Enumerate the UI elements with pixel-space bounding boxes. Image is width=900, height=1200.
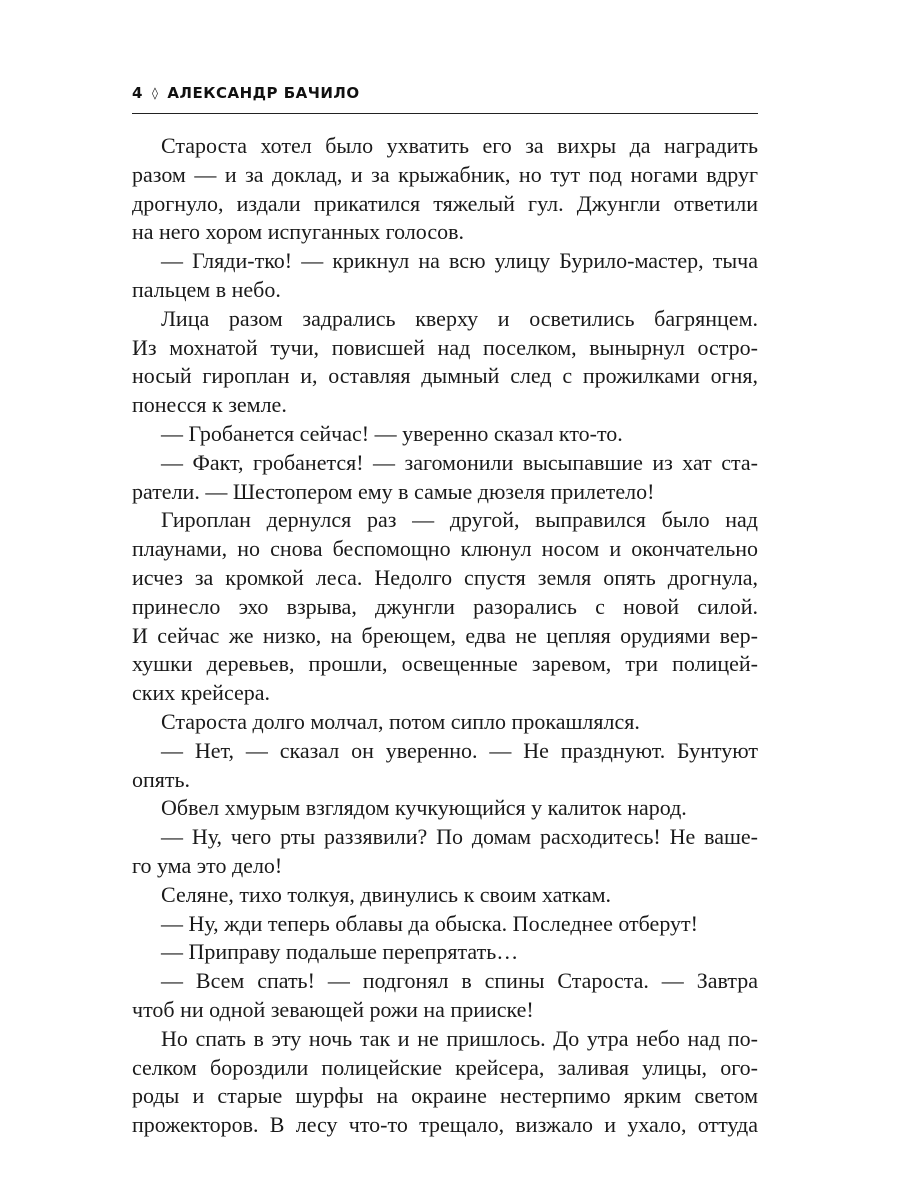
text-line: селком бороздили полицейские крейсера, заливая улицы, ого- <box>132 1054 758 1080</box>
text-line: ских крейсера. <box>132 680 271 706</box>
running-head <box>132 84 360 102</box>
text-line: — Гляди-тко! — крикнул на всю улицу Бурило-мастер, тыча <box>161 248 758 274</box>
text-line: Из мохнатой тучи, повисшей над поселком, вынырнул остро- <box>132 334 758 360</box>
text-line: — Гробанется сейчас! — уверенно сказал кто-то. <box>161 420 623 446</box>
text-line: пальцем в небо. <box>132 276 281 302</box>
text-line: Гироплан дернулся раз — другой, выправился было над <box>161 507 758 533</box>
diamond-separator-icon: ◊ <box>151 86 159 100</box>
text-line: — Всем спать! — подгонял в спины Староста. — Завтра <box>161 968 758 994</box>
text-line: Но спать в эту ночь так и не пришлось. До утра небо над по- <box>161 1025 758 1051</box>
text-line: чтоб ни одной зевающей рожи на прииске! <box>132 996 534 1022</box>
text-line: Староста хотел было ухватить его за вихры да наградить <box>161 133 758 158</box>
text-line: Староста долго молчал, потом сипло прокашлялся. <box>161 708 640 734</box>
text-line: — Приправу подальше перепрятать… <box>161 939 519 965</box>
text-line: дрогнуло, издали прикатился тяжелый гул. Джунгли ответили <box>132 190 758 216</box>
text-line: прожекторов. В лесу что-то трещало, визжало и ухало, оттуда <box>132 1112 758 1138</box>
body-text <box>132 132 758 1140</box>
page-number: 4 <box>132 84 143 102</box>
text-line: роды и старые шурфы на окраине нестерпимо ярким светом <box>132 1083 758 1109</box>
text-line: ратели. — Шестопером ему в самые дюзеля прилетело! <box>132 478 655 504</box>
text-line: на него хором испуганных голосов. <box>132 219 465 245</box>
text-line: исчез за кромкой леса. Недолго спустя земля опять дрогнула, <box>132 564 758 590</box>
author-name: АЛЕКСАНДР БАЧИЛО <box>167 84 360 102</box>
text-line: Селяне, тихо толкуя, двинулись к своим хаткам. <box>161 881 612 907</box>
text-line: го ума это дело! <box>132 852 283 878</box>
text-line: хушки деревьев, прошли, освещенные заревом, три полицей- <box>132 651 758 677</box>
text-line: — Факт, гробанется! — загомонили высыпавшие из хат ста- <box>161 449 758 475</box>
text-line: плаунами, но снова беспомощно клюнул носом и окончательно <box>132 536 758 562</box>
header-rule <box>132 113 758 114</box>
text-line: — Ну, жди теперь облавы да обыска. Последнее отберут! <box>161 910 698 936</box>
text-line: носый гироплан и, оставляя дымный след с прожилками огня, <box>132 363 758 389</box>
text-line: — Нет, — сказал он уверенно. — Не празднуют. Бунтуют <box>161 737 758 763</box>
text-line: понесся к земле. <box>132 392 287 418</box>
text-line: разом — и за доклад, и за крыжабник, но тут под ногами вдруг <box>132 161 758 187</box>
text-line: принесло эхо взрыва, джунгли разорались с новой силой. <box>132 593 758 619</box>
text-line: опять. <box>132 766 191 792</box>
text-line: Обвел хмурым взглядом кучкующийся у калиток народ. <box>161 795 687 821</box>
text-line: — Ну, чего рты раззявили? По домам расходитесь! Не ваше- <box>161 824 758 850</box>
text-line: И сейчас же низко, на бреющем, едва не цепляя орудиями вер- <box>132 622 758 648</box>
text-line: Лица разом задрались кверху и осветились багрянцем. <box>161 305 758 331</box>
